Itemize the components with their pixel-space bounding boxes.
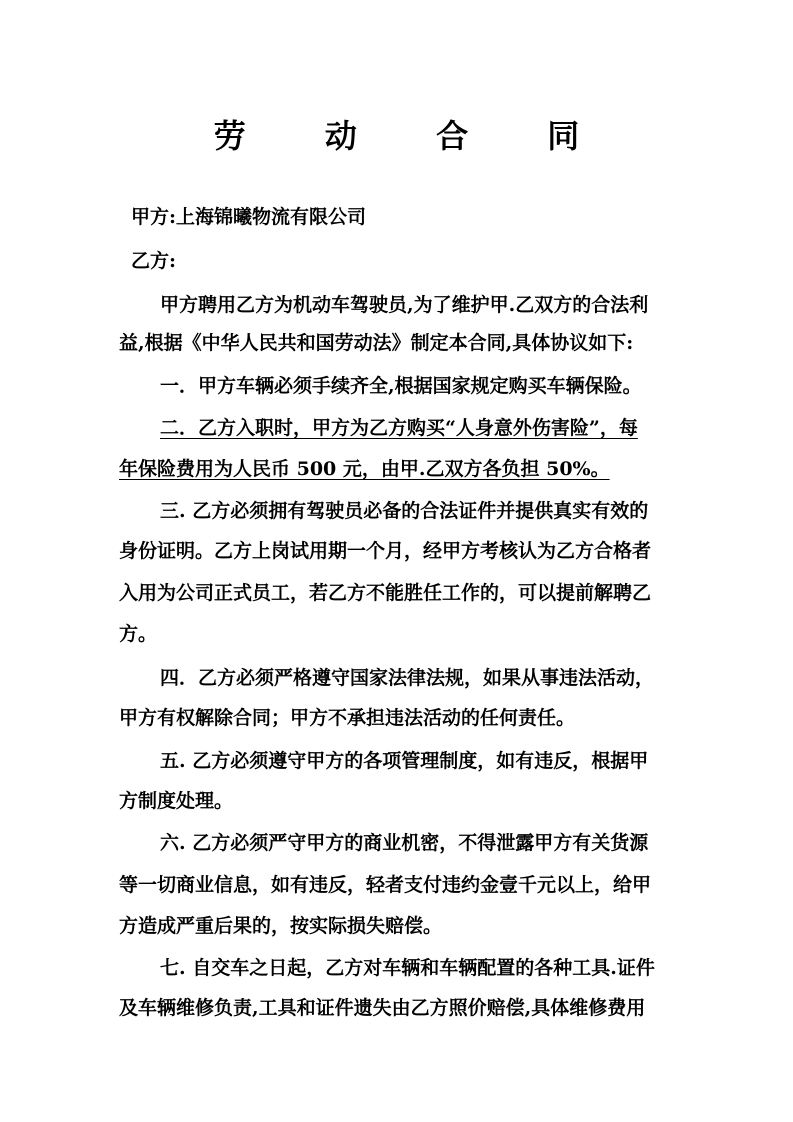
title-char: 劳: [213, 117, 280, 155]
clause-3-line: 三. 乙方必须拥有驾驶员必备的合法证件并提供真实有效的: [160, 500, 649, 522]
clause-4-line: 四．乙方必须严格遵守国家法律法规，如果从事违法活动，: [160, 667, 655, 689]
clause-2-line: 二．乙方入职时，甲方为乙方购买“人身意外伤害险”，每: [160, 417, 638, 439]
intro-line: 益,根据《中华人民共和国劳动法》制定本合同,具体协议如下:: [119, 332, 634, 354]
clause-6-line: 等一切商业信息，如有违反，轻者支付违约金壹千元以上，给甲: [119, 874, 652, 896]
document-title: [0, 112, 793, 160]
title-char: 动: [324, 117, 391, 155]
intro-line: 甲方聘用乙方为机动车驾驶员,为了维护甲.乙双方的合法利: [160, 294, 649, 316]
clause-2-line: 年保险费用为人民币 500 元，由甲.乙双方各负担 50%。: [119, 458, 610, 480]
party-b: 乙方:: [131, 250, 177, 272]
clause-5-line: 五. 乙方必须遵守甲方的各项管理制度，如有违反，根据甲: [160, 750, 649, 772]
clause-7-line: 七. 自交车之日起，乙方对车辆和车辆配置的各种工具.证件: [160, 957, 655, 979]
clause-7-line: 及车辆维修负责,工具和证件遗失由乙方照价赔偿,具体维修费用: [119, 997, 646, 1019]
clause-6-line: 方造成严重后果的，按实际损失赔偿。: [119, 915, 443, 937]
clause-3-line: 身份证明。乙方上岗试用期一个月，经甲方考核认为乙方合格者: [119, 540, 652, 562]
clause-3-line: 方。: [119, 623, 158, 645]
title-char: 合: [436, 117, 503, 155]
clause-1-line: 一．甲方车辆必须手续齐全,根据国家规定购买车辆保险。: [160, 375, 642, 397]
clause-6-line: 六. 乙方必须严守甲方的商业机密，不得泄露甲方有关货源: [160, 832, 649, 854]
clause-3-line: 入用为公司正式员工，若乙方不能胜任工作的，可以提前解聘乙: [119, 582, 652, 604]
party-a: 甲方:上海锦曦物流有限公司: [131, 206, 367, 228]
clause-4-line: 甲方有权解除合同；甲方不承担违法活动的任何责任。: [119, 707, 576, 729]
title-char: 同: [547, 117, 580, 155]
clause-5-line: 方制度处理。: [119, 790, 234, 812]
